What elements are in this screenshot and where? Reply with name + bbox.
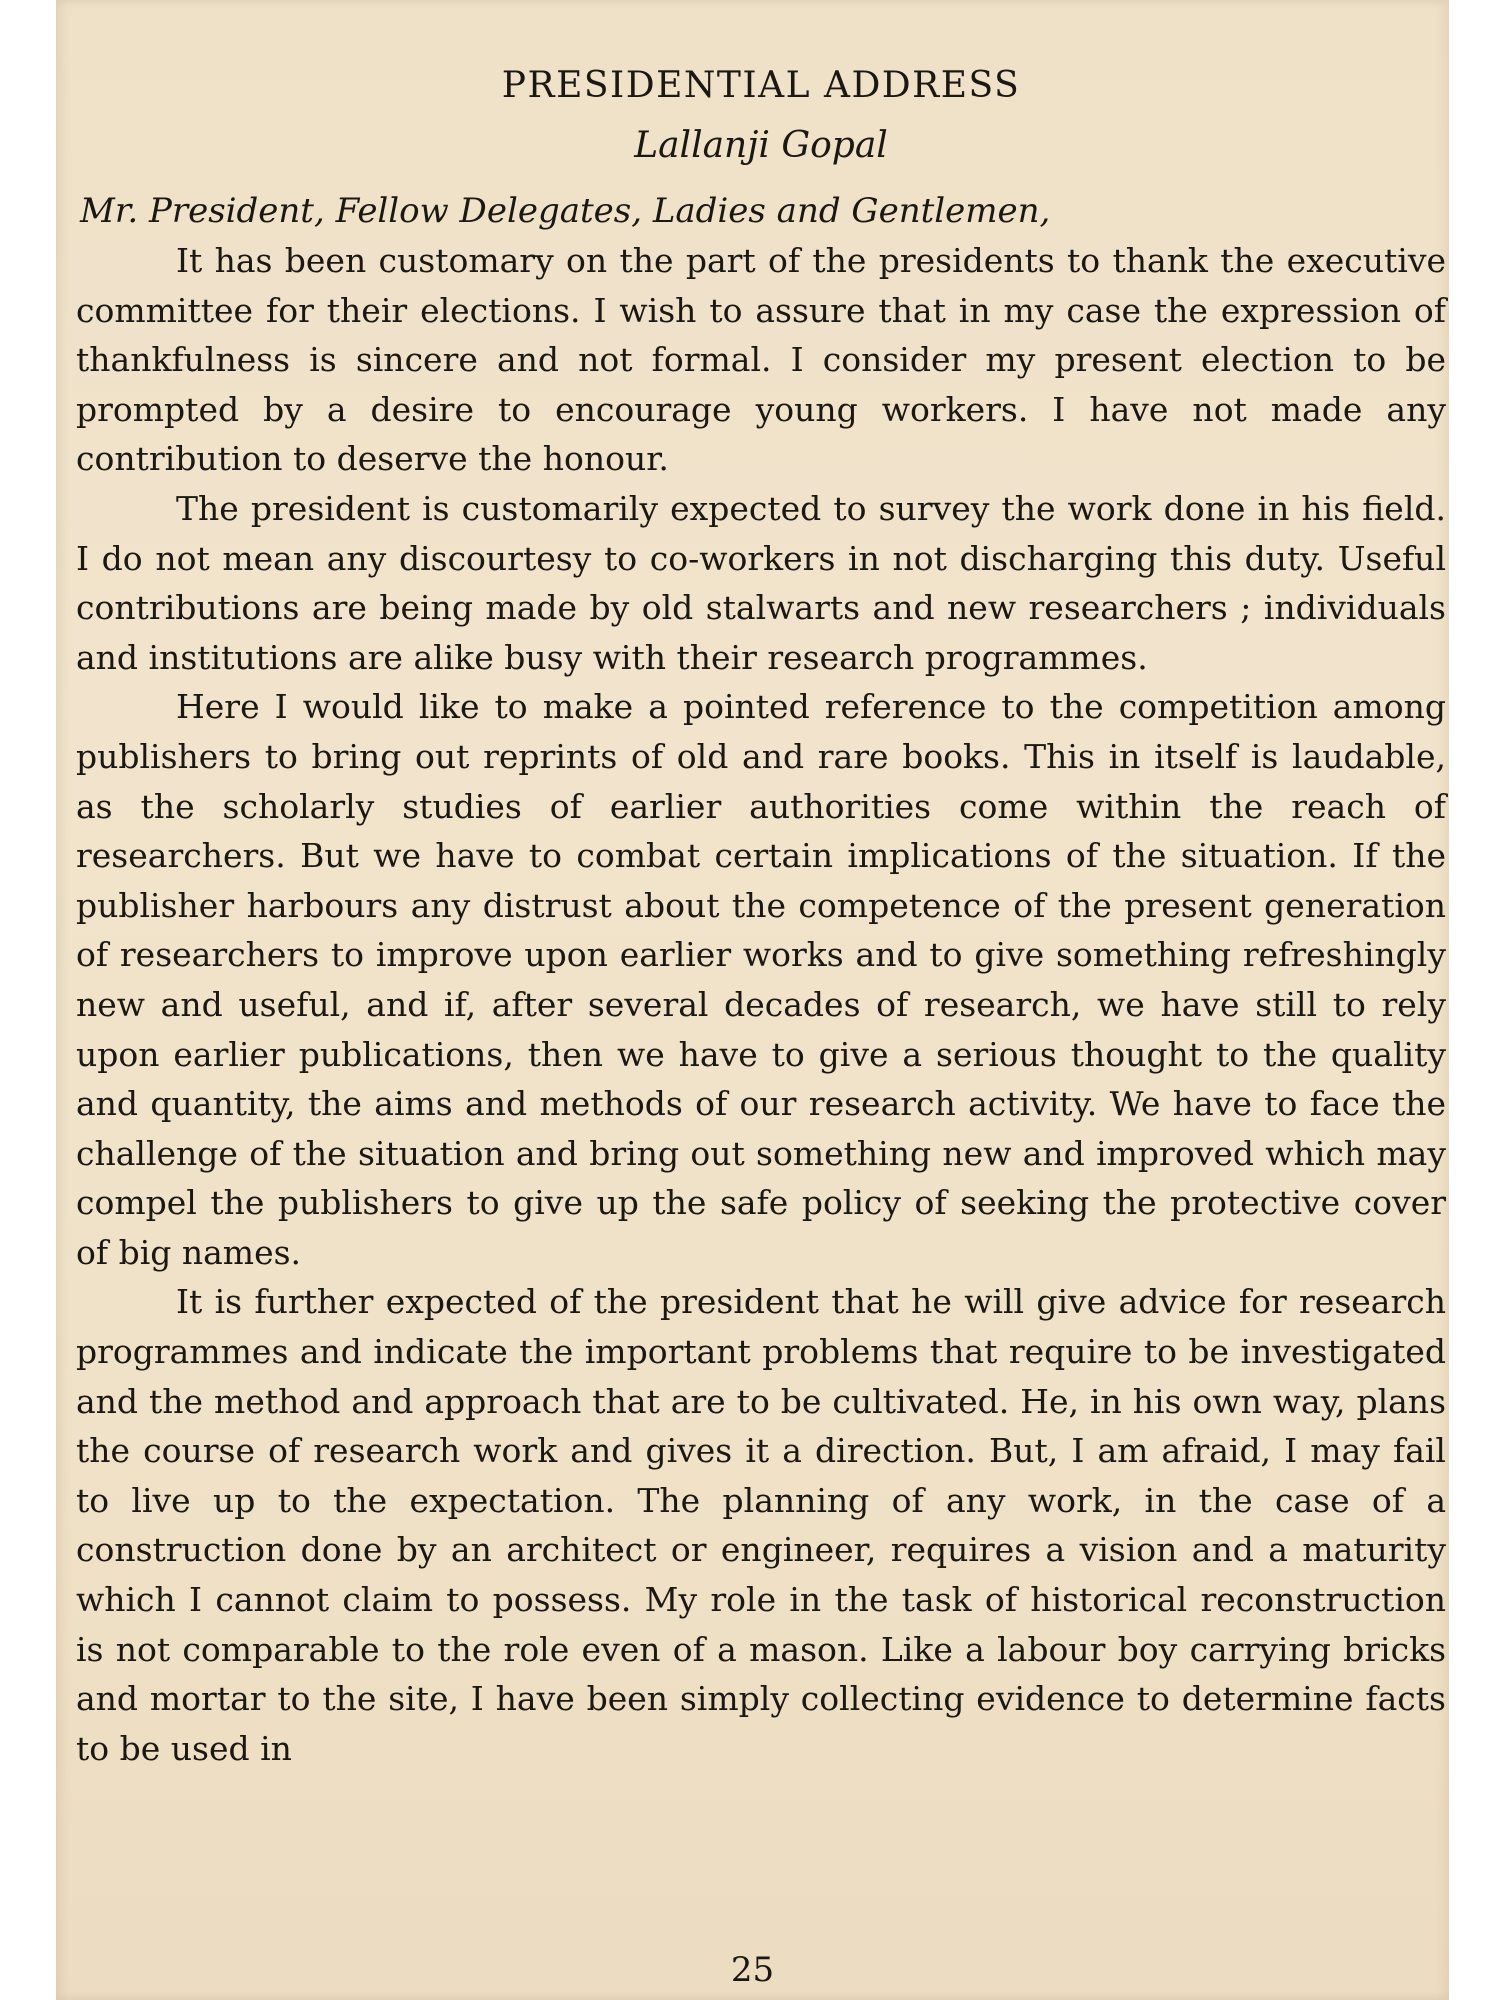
- paragraph-survey-duty: The president is customarily expected to survey the work done in his field. I do not mean any discourtesy to co-workers in not discharging this duty. Useful contributions are being made by old stalwarts and new researchers ; individuals and institutions are alike busy with their research programmes.: [76, 488, 1446, 677]
- paragraph-thanks: It has been customary on the part of the presidents to thank the executive committee for their elections. I wish to assure that in my case the expression of thankfulness is sincere and not formal. I consider my present election to be prompted by a desire to encourage young workers. I have not made any contribution to deserve the honour.: [76, 241, 1446, 479]
- page-number: 25: [730, 1950, 775, 1990]
- page-text: [76, 58, 1446, 1773]
- paragraph-reprints: Here I would like to make a pointed reference to the competition among publishers to bring out reprints of old and rare books. This in itself is laudable, as the scholarly studies of earlier authorities come within the reach of researchers. But we have to combat certain implications of the situation. If the publisher harbours any distrust about the competence of the present generation of researchers to improve upon earlier works and to give something refreshingly new and useful, and if, after several decades of research, we have still to rely upon earlier publications, then we have to give a serious thought to the quality and quantity, the aims and methods of our research activity. We have to face the challenge of the situation and bring out something new and improved which may compel the publishers to give up the safe policy of seeking the protective cover of big names.: [76, 687, 1446, 1272]
- author-name: Lallanji Gopal: [634, 125, 888, 166]
- book-page: [56, 0, 1449, 2000]
- paragraph-research-advice: It is further expected of the president that he will give advice for research programmes and indicate the important problems that require to be investigated and the method and approach that are to be cultivated. He, in his own way, plans the course of research work and gives it a direction. But, I am afraid, I may fail to live up to the expectation. The planning of any work, in the case of a construction done by an architect or engineer, requires a vision and a maturity which I cannot claim to possess. My role in the task of historical reconstruction is not comparable to the role even of a mason. Like a labour boy carrying bricks and mortar to the site, I have been simply collecting evidence to determine facts to be used in: [76, 1282, 1446, 1768]
- salutation: Mr. President, Fellow Delegates, Ladies and Gentlemen,: [80, 191, 1051, 231]
- page-title: PRESIDENTIAL ADDRESS: [501, 65, 1021, 106]
